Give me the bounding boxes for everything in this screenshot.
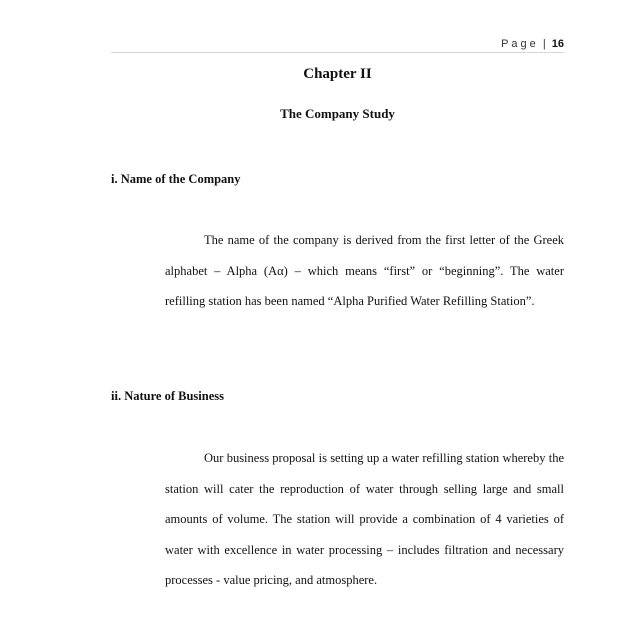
header-rule (111, 52, 564, 53)
header-separator: | (542, 38, 546, 50)
section-paragraph-company-name: The name of the company is derived from the first letter of the Greek alphabet – Alpha (Aα) – which means “first” or “beginning”. The water refilling station has been named “Alpha Purified Water Refilling Station”. (165, 233, 564, 308)
page-label: Page (501, 38, 539, 50)
section-heading-company-name: i. Name of the Company (111, 172, 241, 186)
chapter-title: Chapter II (303, 66, 372, 82)
page-number: 16 (551, 38, 564, 50)
section-heading-nature-of-business: ii. Nature of Business (111, 389, 224, 403)
page-header (501, 38, 564, 50)
chapter-subtitle: The Company Study (280, 106, 395, 121)
section-paragraph-nature-of-business: Our business proposal is setting up a water refilling station whereby the station will cater the reproduction of water through selling large and small amounts of volume. The station will provide a combination of 4 varieties of water with excellence in water processing – includes filtration and necessary processes - value pricing, and atmosphere. (165, 451, 564, 587)
